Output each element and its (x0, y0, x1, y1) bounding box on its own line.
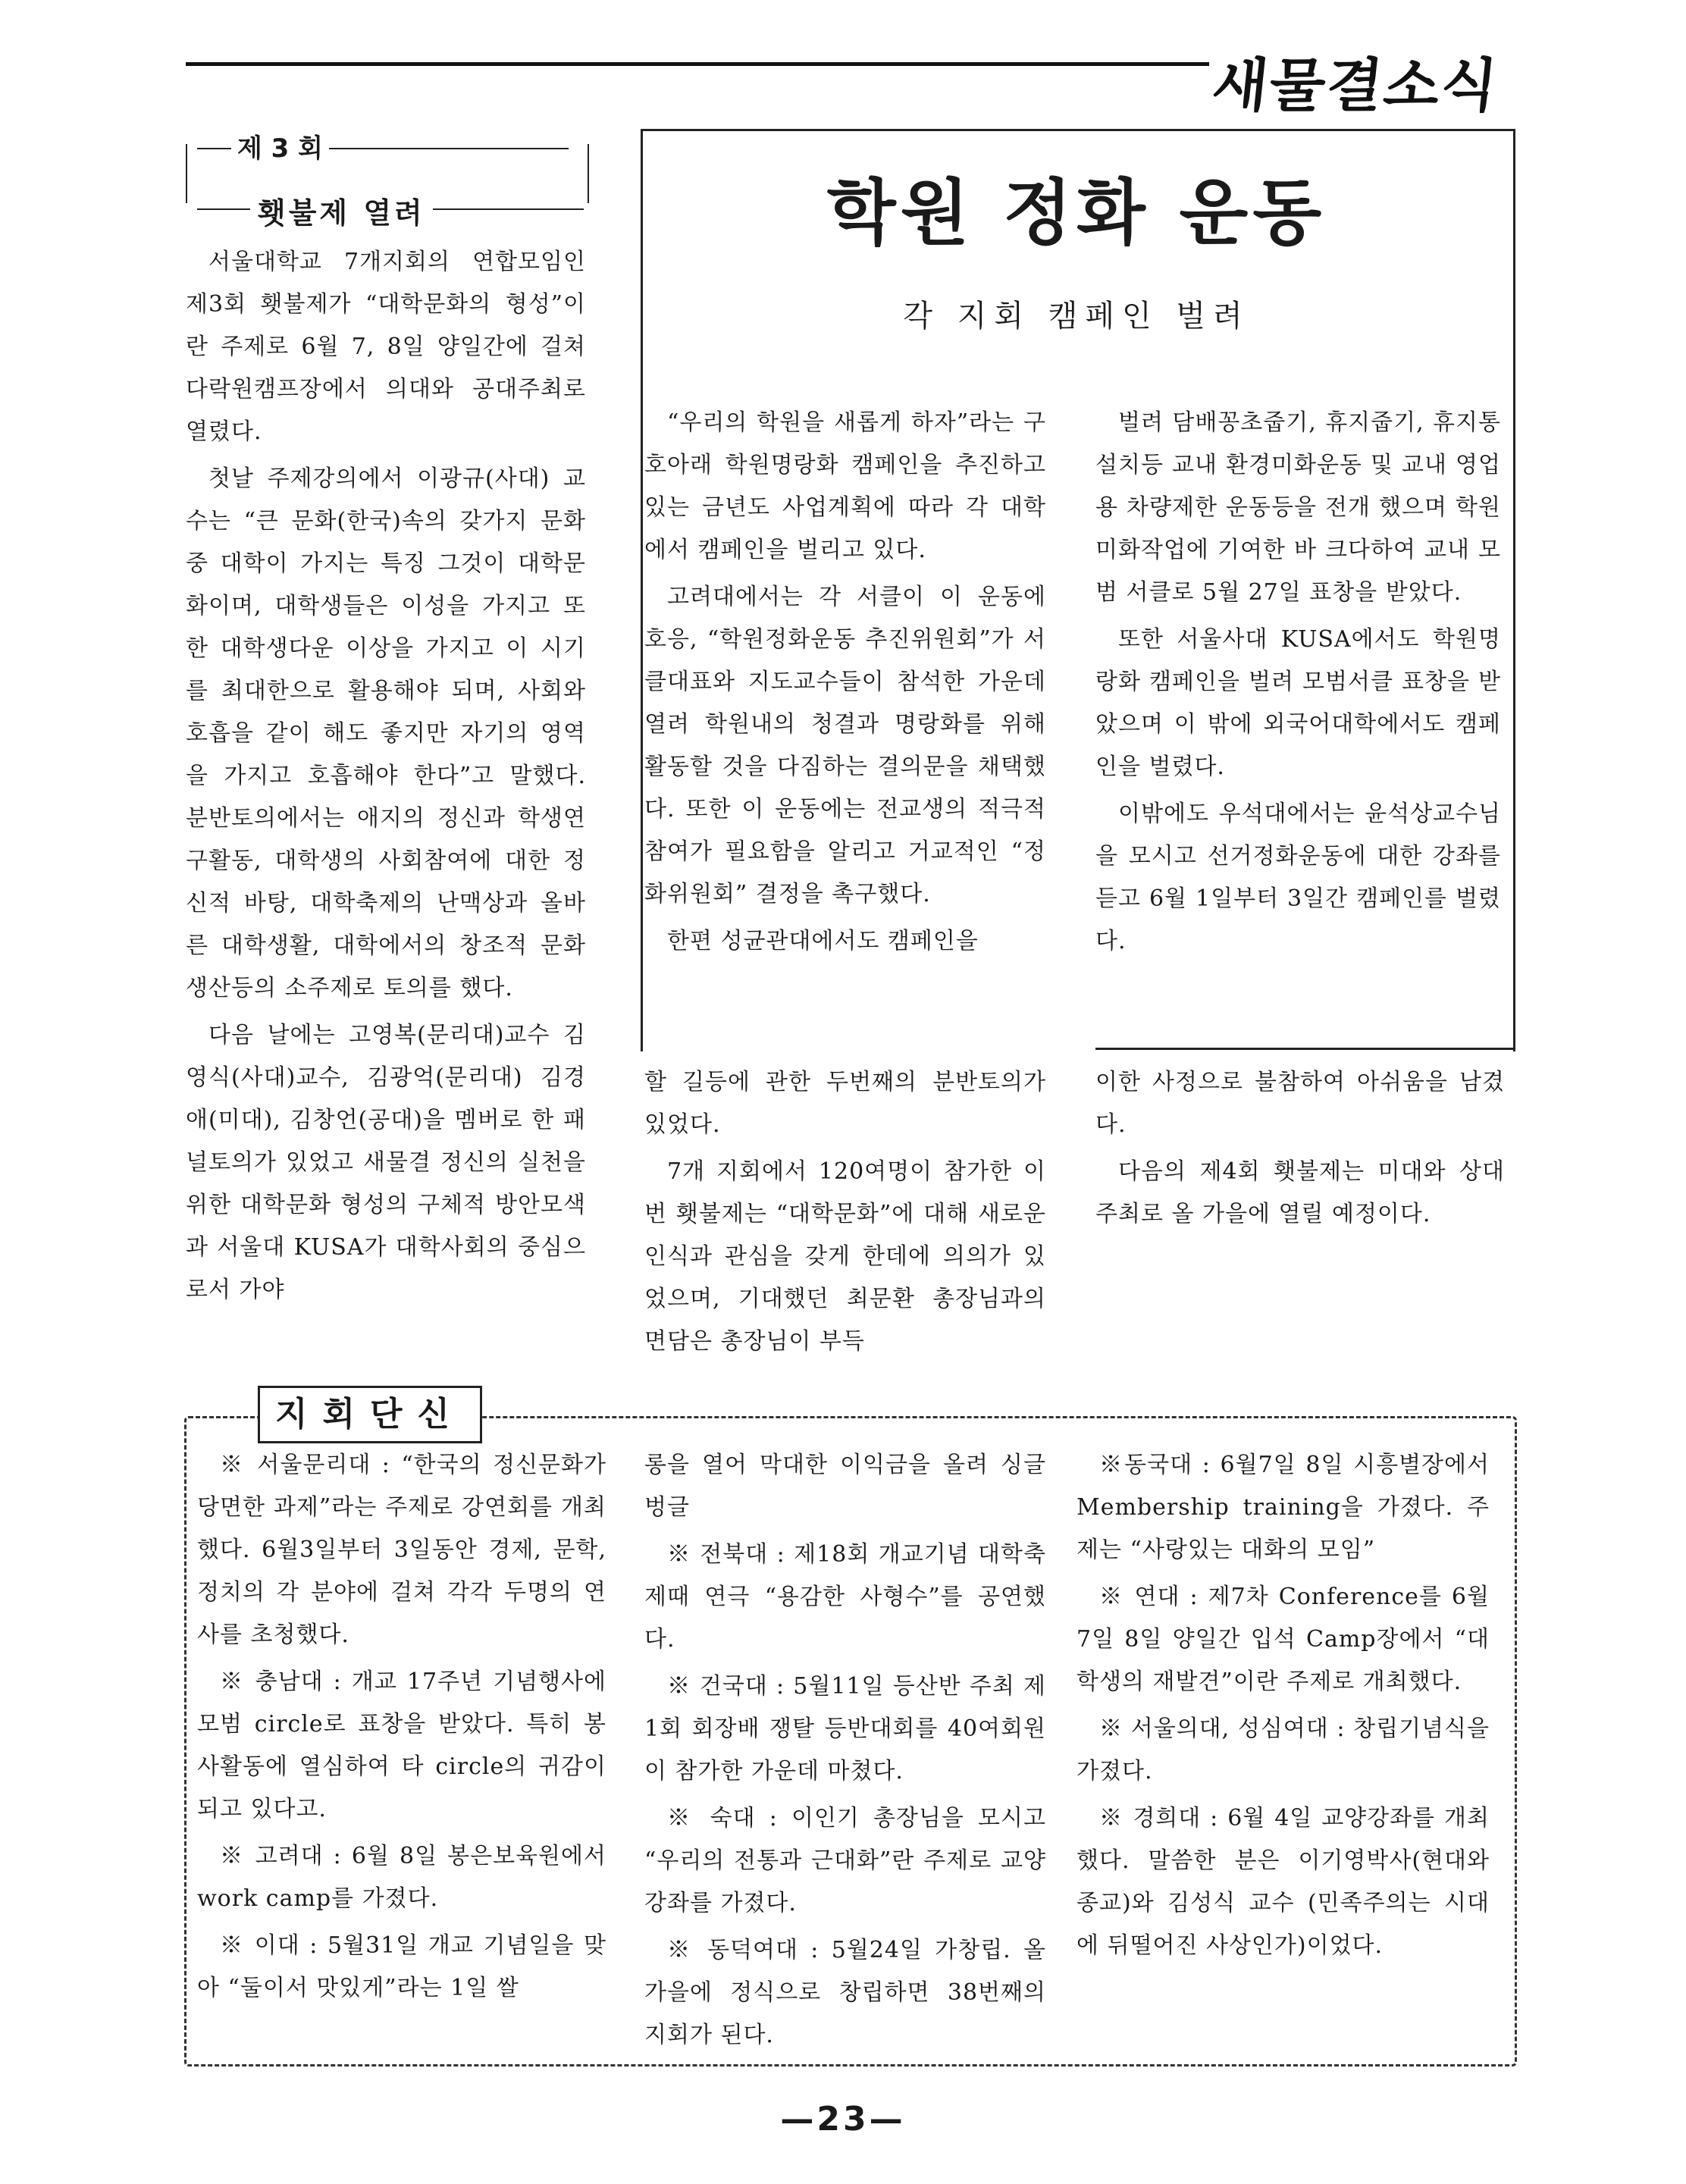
main-article-column-1 (644, 402, 1046, 963)
left-article-column (186, 241, 586, 1311)
branch-news-column-3 (1076, 1444, 1490, 1967)
news-item: ※ 경희대 : 6월 4일 교양강좌를 개최했다. 말씀한 분은 이기영박사(현대와 종교)와 김성식 교수 (민족주의는 시대에 뒤떨어진 사상인가)이었다. (1076, 1805, 1490, 1959)
news-item: ※ 건국대 : 5월11일 등산반 주최 제1회 회장배 쟁탈 등반대회를 40여회원이 참가한 가운데 마쳤다. (644, 1673, 1046, 1784)
main-article-box-bottom (1095, 1048, 1513, 1050)
main-article-paragraph: 한편 성균관대에서도 캠페인을 (667, 928, 979, 954)
main-article-paragraph: 벌려 담배꽁초줍기, 휴지줍기, 휴지통설치등 교내 환경미화운동 및 교내 영업용 차량제한 운동등을 전개 했으며 학원미화작업에 기여한 바 크다하여 교내 모범 서클로 5월 27일 표창을 받았다. (1095, 409, 1501, 606)
main-article-subtitle: 각 지회 캠페인 벌려 (903, 299, 1250, 334)
main-article-paragraph: 또한 서울사대 KUSA에서도 학원명랑화 캠페인을 벌려 모범서클 표창을 받았으며 이 밖에 외국어대학에서도 캠페인을 벌렸다. (1095, 626, 1501, 780)
left-article-continued-2 (1095, 1061, 1505, 1236)
main-article-paragraph: 이밖에도 우석대에서는 윤석상교수님을 모시고 선거정화운동에 대한 강좌를 듣고 6월 1일부터 3일간 캠페인를 벌렸다. (1095, 801, 1501, 954)
left-article-paragraph: 이한 사정으로 불참하여 아쉬움을 남겼다. (1095, 1069, 1505, 1138)
news-item: ※ 연대 : 제7차 Conference를 6월7일 8일 양일간 입석 Camp장에서 “대학생의 재발견”이란 주제로 개최했다. (1076, 1584, 1490, 1695)
news-item: ※ 동덕여대 : 5월24일 가창립. 올 가을에 정식으로 창립하면 38번째의 지회가 된다. (644, 1937, 1046, 2048)
masthead-title: 새물결소식 (1208, 52, 1503, 119)
main-article-title: 학원 정화 운동 (826, 172, 1327, 255)
news-item: 롱을 열어 막대한 이익금을 올려 싱글벙글 (644, 1452, 1046, 1521)
news-item: ※ 서울문리대 : “한국의 정신문화가 당면한 과제”라는 주제로 강연회를 개최 했다. 6월3일부터 3일동안 경제, 문학, 정치의 각 분야에 걸쳐 각각 두명의 연사를 초청했다. (197, 1452, 606, 1648)
header-rule (186, 62, 1209, 66)
left-article-paragraph: 서울대학교 7개지회의 연합모임인 제3회 횃불제가 “대학문화의 형성”이란 주제로 6월 7, 8일 양일간에 걸쳐 다락원캠프장에서 의대와 공대주최로 열렸다. (186, 249, 586, 445)
left-article-paragraph: 첫날 주제강의에서 이광규(사대) 교수는 “큰 문화(한국)속의 갖가지 문화중 대학이 가지는 특징 그것이 대학문화이며, 대학생들은 이성을 가지고 또한 대학생다운 이상을 가지고 이 시기를 최대한으로 활용해야 되며, 사회와 호흡을 같이 해도 좋지만 자기의 영역을 가지고 호흡해야 한다”고 말했다. 분반토의에서는 애지의 정신과 학생연구활동, 대학생의 사회참여에 대한 정신적 바탕, 대학축제의 난맥상과 올바른 대학생활, 대학에서의 창조적 문화 생산등의 소주제로 토의를 했다. (186, 465, 586, 1001)
main-article-paragraph: 고려대에서는 각 서클이 이 운동에 호응, “학원정화운동 추진위원회”가 서클대표와 지도교수들이 참석한 가운데 열려 학원내의 청결과 명랑화를 위해 활동할 것을 다짐하는 결의문을 채택했다. 또한 이 운동에는 전교생의 적극적 참여가 필요함을 알리고 거교적인 “정화위원회” 결정을 촉구했다. (644, 584, 1046, 907)
news-item: ※ 충남대 : 개교 17주년 기념행사에 모범 circle로 표창을 받았다. 특히 봉사활동에 열심하여 타 circle의 귀감이 되고 있다고. (197, 1669, 606, 1822)
branch-news-column-1 (197, 1444, 606, 2010)
main-article-paragraph: “우리의 학원을 새롭게 하자”라는 구호아래 학원명랑화 캠페인을 추진하고 있는 금년도 사업계획에 따라 각 대학에서 캠페인을 벌리고 있다. (644, 409, 1046, 563)
left-article-paragraph: 7개 지회에서 120여명이 참가한 이번 횃불제는 “대학문화”에 대해 새로운 인식과 관심을 갖게 한데에 의의가 있었으며, 기대했던 최문환 총장님과의 면담은 총장님이 부득 (644, 1158, 1046, 1355)
news-item: ※동국대 : 6월7일 8일 시흥별장에서 Membership training을 가졌다. 주제는 “사랑있는 대화의 모임” (1076, 1452, 1490, 1563)
news-item: ※ 서울의대, 성심여대 : 창립기념식을 가졌다. (1076, 1716, 1490, 1784)
news-item: ※ 이대 : 5월31일 개교 기념일을 맞아 “둘이서 맛있게”라는 1일 쌀 (197, 1932, 606, 2001)
page-number: —23— (780, 2100, 906, 2139)
left-article-paragraph: 다음의 제4회 횃불제는 미대와 상대주최로 올 가을에 열릴 예정이다. (1095, 1158, 1505, 1227)
branch-news-column-2 (644, 1444, 1046, 2057)
left-article-label: 제 3 회 (231, 127, 329, 165)
left-article-title: 횃불제 열려 (250, 190, 433, 231)
left-article-paragraph: 다음 날에는 고영복(문리대)교수 김영식(사대)교수, 김광억(문리대) 김경애(미대), 김창언(공대)을 멤버로 한 패널토의가 있었고 새물결 정신의 실천을 위한 대학문화 형성의 구체적 방안모색과 서울대 KUSA가 대학사회의 중심으로서 가야 (186, 1022, 586, 1303)
main-article-column-2 (1095, 402, 1501, 963)
news-item: ※ 전북대 : 제18회 개교기념 대학축제때 연극 “용감한 사형수”를 공연했다. (644, 1541, 1046, 1653)
branch-news-title: 지회단신 (258, 1386, 482, 1443)
left-article-paragraph: 할 길등에 관한 두번째의 분반토의가 있었다. (644, 1069, 1046, 1138)
news-item: ※ 고려대 : 6월 8일 봉은보육원에서 work camp를 가졌다. (197, 1843, 606, 1912)
news-item: ※ 숙대 : 이인기 총장님을 모시고 “우리의 전통과 근대화”란 주제로 교양 강좌를 가졌다. (644, 1805, 1046, 1916)
left-article-continued (644, 1061, 1046, 1363)
